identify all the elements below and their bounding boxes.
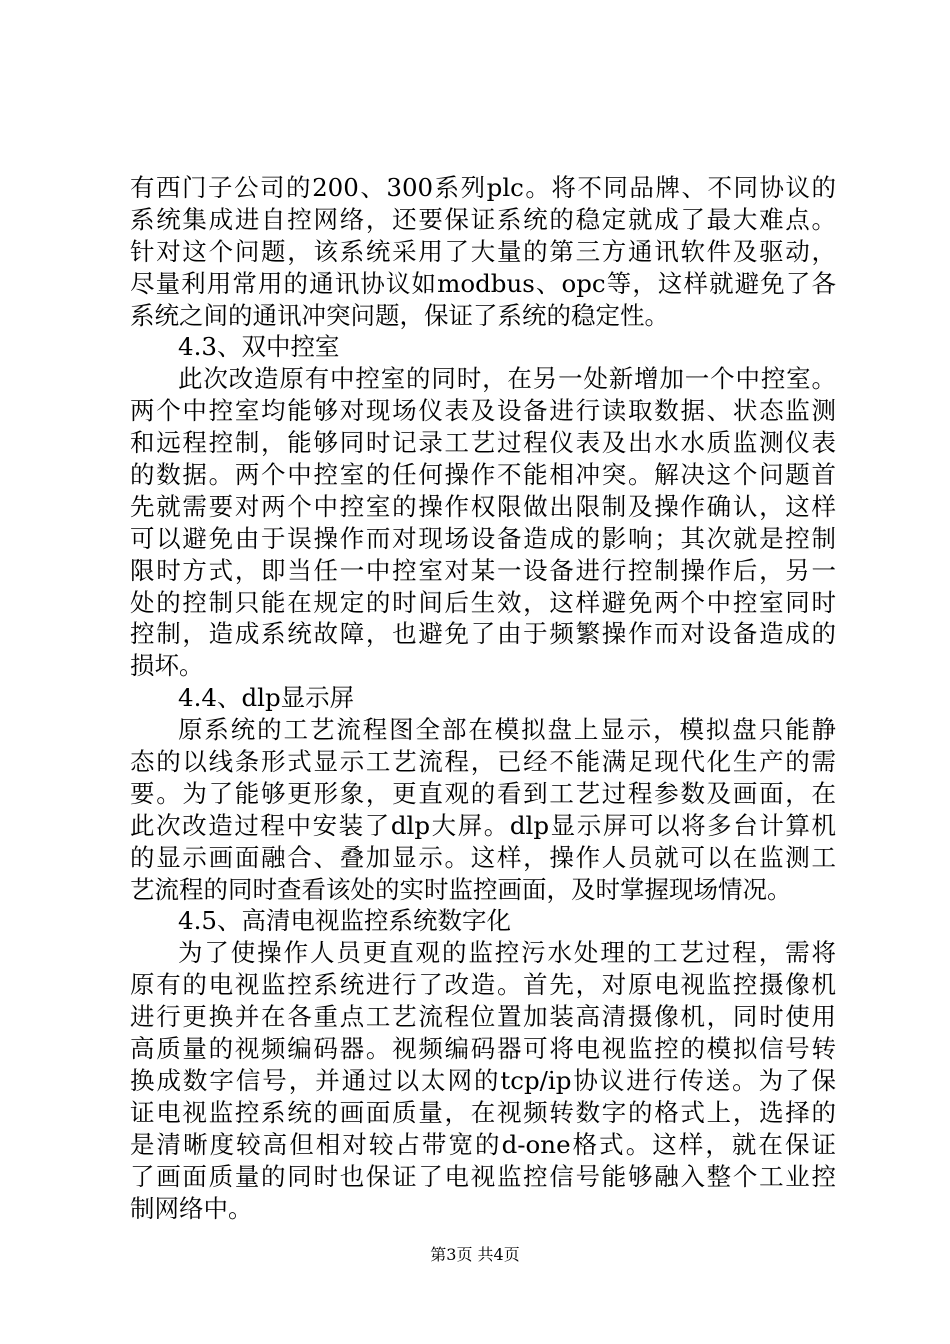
paragraph-line: 有西门子公司的200、300系列plc。将不同品牌、不同协议的	[130, 173, 836, 202]
page-footer: 第3页 共4页	[430, 1245, 520, 1264]
paragraph-line: 先就需要对两个中控室的操作权限做出限制及操作确认，这样	[130, 491, 836, 521]
paragraph-last-line: 艺流程的同时查看该处的实时监控画面，及时掌握现场情况。	[130, 874, 792, 904]
section-heading: 4.4、dlp显示屏	[178, 683, 355, 713]
paragraph-line: 了画面质量的同时也保证了电视监控信号能够融入整个工业控	[130, 1161, 836, 1191]
paragraph-line: 针对这个问题，该系统采用了大量的第三方通讯软件及驱动，	[130, 236, 836, 266]
paragraph-last-line: 系统之间的通讯冲突问题，保证了系统的稳定性。	[130, 300, 669, 330]
paragraph-line: 的数据。两个中控室的任何操作不能相冲突。解决这个问题首	[130, 460, 836, 490]
paragraph-line: 换成数字信号，并通过以太网的tcp/ip协议进行传送。为了保	[130, 1065, 836, 1095]
paragraph-line: 态的以线条形式显示工艺流程，已经不能满足现代化生产的需	[130, 747, 836, 777]
paragraph-line: 处的控制只能在规定的时间后生效，这样避免两个中控室同时	[130, 587, 836, 617]
paragraph-line: 可以避免由于误操作而对现场设备造成的影响；其次就是控制	[130, 523, 836, 553]
paragraph-first-line: 为了使操作人员更直观的监控污水处理的工艺过程，需将	[178, 938, 836, 968]
paragraph-line: 原有的电视监控系统进行了改造。首先，对原电视监控摄像机	[130, 970, 836, 1000]
paragraph-line: 控制，造成系统故障，也避免了由于频繁操作而对设备造成的	[130, 619, 836, 649]
paragraph-first-line: 此次改造原有中控室的同时，在另一处新增加一个中控室。	[178, 364, 836, 394]
section-heading: 4.5、高清电视监控系统数字化	[178, 906, 511, 936]
paragraph-line: 系统集成进自控网络，还要保证系统的稳定就成了最大难点。	[130, 204, 836, 234]
paragraph-line: 证电视监控系统的画面质量，在视频转数字的格式上，选择的	[130, 1097, 836, 1127]
paragraph-line: 高质量的视频编码器。视频编码器可将电视监控的模拟信号转	[130, 1034, 836, 1064]
paragraph-line: 此次改造过程中安装了dlp大屏。dlp显示屏可以将多台计算机	[130, 810, 836, 840]
paragraph-last-line: 制网络中。	[130, 1193, 253, 1223]
paragraph-line: 限时方式，即当任一中控室对某一设备进行控制操作后，另一	[130, 555, 836, 585]
paragraph-first-line: 原系统的工艺流程图全部在模拟盘上显示，模拟盘只能静	[178, 715, 836, 745]
paragraph-line: 要。为了能够更形象，更直观的看到工艺过程参数及画面，在	[130, 778, 836, 808]
paragraph-line: 进行更换并在各重点工艺流程位置加装高清摄像机，同时使用	[130, 1002, 836, 1032]
section-heading: 4.3、双中控室	[178, 332, 340, 362]
document-body	[130, 172, 836, 1224]
paragraph-line: 和远程控制，能够同时记录工艺过程仪表及出水水质监测仪表	[130, 428, 836, 458]
paragraph-last-line: 损坏。	[130, 651, 204, 681]
paragraph-line: 尽量利用常用的通讯协议如modbus、opc等，这样就避免了各	[130, 268, 836, 298]
paragraph-line: 的显示画面融合、叠加显示。这样，操作人员就可以在监测工	[130, 842, 836, 872]
paragraph-line: 两个中控室均能够对现场仪表及设备进行读取数据、状态监测	[130, 396, 836, 426]
paragraph-line: 是清晰度较高但相对较占带宽的d-one格式。这样，就在保证	[130, 1129, 836, 1159]
